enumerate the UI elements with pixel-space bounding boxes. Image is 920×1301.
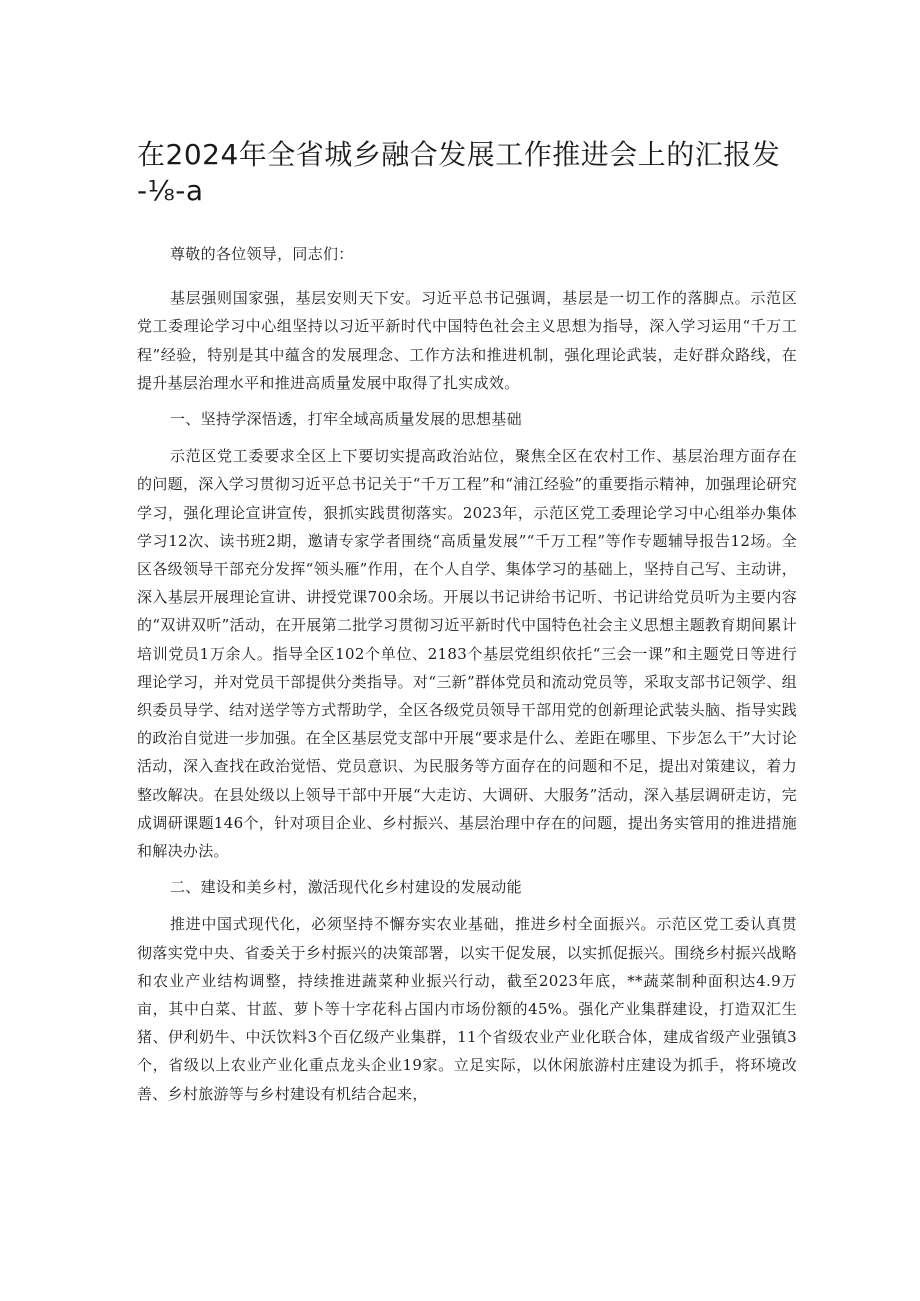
section-1-paragraph: 示范区党工委要求全区上下要切实提高政治站位，聚焦全区在农村工作、基层治理方面存在的问题，深入学习贯彻习近平总书记关于“千万工程”和“浦江经验”的重要指示精神，加强理论研究学习，强化理论宣讲宣传，狠抓实践贯彻落实。2023年，示范区党工委理论学习中心组举办集体学习12次、读书班2期，邀请专家学者围绕“高质量发展”“千万工程”等作专题辅导报告12场。全区各级领导干部充分发挥“领头雁”作用，在个人自学、集体学习的基础上，坚持自己写、主动讲，深入基层开展理论宣讲、讲授党课700余场。开展以书记讲给书记听、书记讲给党员听为主要内容的“双讲双听”活动，在开展第二批学习贯彻习近平新时代中国特色社会主义思想主题教育期间累计培训党员1万余人。指导全区102个单位、2183个基层党组织依托“三会一课”和主题党日等进行理论学习，并对党员干部提供分类指导。对“三新”群体党员和流动党员等，采取支部书记领学、组织委员导学、结对送学等方式帮助学，全区各级党员领导干部用党的创新理论武装头脑、指导实践的政治自觉进一步加强。在全区基层党支部中开展“要求是什么、差距在哪里、下步怎么干”大讨论活动，深入查找在政治觉悟、党员意识、为民服务等方面存在的问题和不足，提出对策建议，着力整改解决。在县处级以上领导干部中开展“大走访、大调研、大服务”活动，深入基层调研走访，完成调研课题146个，针对项目企业、乡村振兴、基层治理中存在的问题，提出务实管用的推进措施和解决办法。 [137, 447, 797, 861]
document-body [137, 240, 797, 1116]
greeting: 尊敬的各位领导，同志们： [170, 245, 354, 263]
section-heading-2: 二、建设和美乡村，激活现代化乡村建设的发展动能 [170, 878, 522, 897]
section-2-paragraph: 推进中国式现代化，必须坚持不懈夯实农业基础，推进乡村全面振兴。示范区党工委认真贯彻落实党中央、省委关于乡村振兴的决策部署，以实干促发展，以实抓促振兴。围绕乡村振兴战略和农业产业结构调整，持续推进蔬菜种业振兴行动，截至2023年底，**蔬菜制种面积达4.9万亩，其中白菜、甘蓝、萝卜等十字花科占国内市场份额的45%。强化产业集群建设，打造双汇生猪、伊利奶牛、中沃饮料3个百亿级产业集群，11个省级农业产业化联合体，建成省级产业强镇3个，省级以上农业产业化重点龙头企业19家。立足实际，以休闲旅游村庄建设为抓手，将环境改善、乡村旅游等与乡村建设有机结合起来， [137, 915, 797, 1103]
title-line-2: -⅛-a [137, 174, 204, 207]
title-line-1: 在2024年全省城乡融合发展工作推进会上的汇报发 [137, 138, 781, 171]
intro-paragraph: 基层强则国家强，基层安则天下安。习近平总书记强调，基层是一切工作的落脚点。示范区党工委理论学习中心组坚持以习近平新时代中国特色社会主义思想为指导，深入学习运用“千万工程”经验，特别是其中蕴含的发展理念、工作方法和推进机制，强化理论武装，走好群众路线，在提升基层治理水平和推进高质量发展中取得了扎实成效。 [137, 289, 797, 392]
section-heading-1: 一、坚持学深悟透，打牢全域高质量发展的思想基础 [170, 410, 522, 429]
document-title [137, 137, 797, 209]
